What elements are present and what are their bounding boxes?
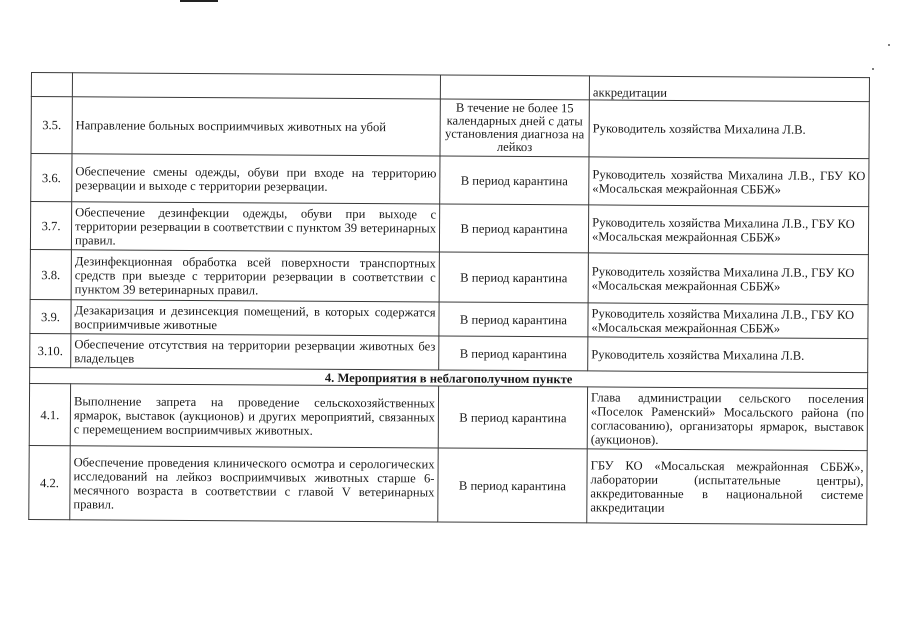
cell-period	[440, 75, 589, 100]
row-period: В период карантина	[438, 448, 587, 523]
row-description: Обеспечение дезинфекции одежды, обуви при выходе с территории резервации в соответствии с пунктом 39 ветеринарных правил.	[71, 202, 439, 252]
table-row	[30, 333, 868, 372]
row-period: В период карантина	[438, 386, 587, 449]
row-description: Дезинфекционная обработка всей поверхности транспортных средств при выезде с территории резервации в соответствии с пунктом 39 ветеринарных правил.	[71, 250, 439, 302]
row-period: В период карантина	[440, 156, 589, 205]
row-description: Обеспечение смены одежды, обуви при входе на территорию резервации и выходе с территории резервации.	[72, 154, 440, 204]
document-table-sheet	[28, 72, 869, 525]
row-period: В период карантина	[439, 252, 588, 303]
table-row	[30, 249, 868, 304]
table-row	[29, 383, 867, 450]
measures-table	[28, 72, 870, 525]
row-number: 3.9.	[30, 299, 71, 333]
scan-dot	[872, 68, 874, 70]
section-title: 4. Мероприятия в неблагополучном пункте	[30, 367, 868, 388]
table-row	[29, 445, 867, 524]
row-description: Дезакаризация и дезинсекция помещений, в которых содержатся восприимчивые животные	[71, 300, 439, 336]
row-responsible: Руководитель хозяйства Михалина Л.В., ГБУ КО «Мосальская межрайонная СББЖ»	[589, 157, 869, 207]
scan-dot	[888, 44, 890, 46]
row-period: В течение не более 15 календарных дней с даты установления диагноза на лейкоз	[440, 99, 589, 157]
row-number: 4.1.	[29, 383, 70, 445]
table-row	[31, 97, 869, 159]
table-row	[30, 202, 868, 255]
row-period: В период карантина	[439, 302, 588, 337]
row-number: 3.8.	[30, 249, 71, 299]
row-description: Выполнение запрета на проведение сельскохозяйственных ярмарок, выставок (аукционов) и других мероприятий, связанных с перемещением восприимчивых животных.	[70, 384, 438, 448]
top-scan-mark	[180, 0, 218, 2]
cell-desc	[72, 73, 440, 99]
table-row	[30, 299, 868, 338]
row-description: Обеспечение проведения клинического осмотра и серологических исследований на лейкоз восприимчивых животных старше 6-месячного возраста в соответствии с главой V ветеринарных правил.	[70, 446, 438, 522]
row-responsible: Руководитель хозяйства Михалина Л.В., ГБУ КО «Мосальская межрайонная СББЖ»	[588, 303, 868, 339]
row-number: 3.5.	[31, 97, 72, 154]
row-description: Обеспечение отсутствия на территории резервации животных без владельцев	[71, 334, 439, 370]
row-period: В период карантина	[439, 336, 588, 371]
cell-responsible: аккредитации	[589, 76, 869, 102]
table-row	[31, 154, 869, 207]
row-responsible: Руководитель хозяйства Михалина Л.В.	[589, 100, 869, 159]
row-description: Направление больных восприимчивых животных на убой	[72, 97, 440, 156]
row-number: 3.7.	[30, 202, 71, 250]
row-responsible: Руководитель хозяйства Михалина Л.В.	[588, 337, 868, 373]
row-responsible: ГБУ КО «Мосальская межрайонная СББЖ», лаборатории (испытательные центры), аккредитованные в национальной системе аккредитации	[587, 449, 867, 525]
cell-num	[31, 73, 72, 97]
row-responsible: Глава администрации сельского поселения «Поселок Раменский» Мосальского района (по согласованию), организаторы ярмарок, выставок (аукционов).	[587, 387, 867, 451]
row-number: 3.6.	[31, 154, 72, 202]
row-responsible: Руководитель хозяйства Михалина Л.В., ГБУ КО «Мосальская межрайонная СББЖ»	[588, 253, 868, 305]
row-number: 3.10.	[30, 333, 71, 367]
row-responsible: Руководитель хозяйства Михалина Л.В., ГБУ КО «Мосальская межрайонная СББЖ»	[588, 205, 868, 255]
row-number: 4.2.	[29, 445, 70, 519]
row-period: В период карантина	[439, 204, 588, 253]
